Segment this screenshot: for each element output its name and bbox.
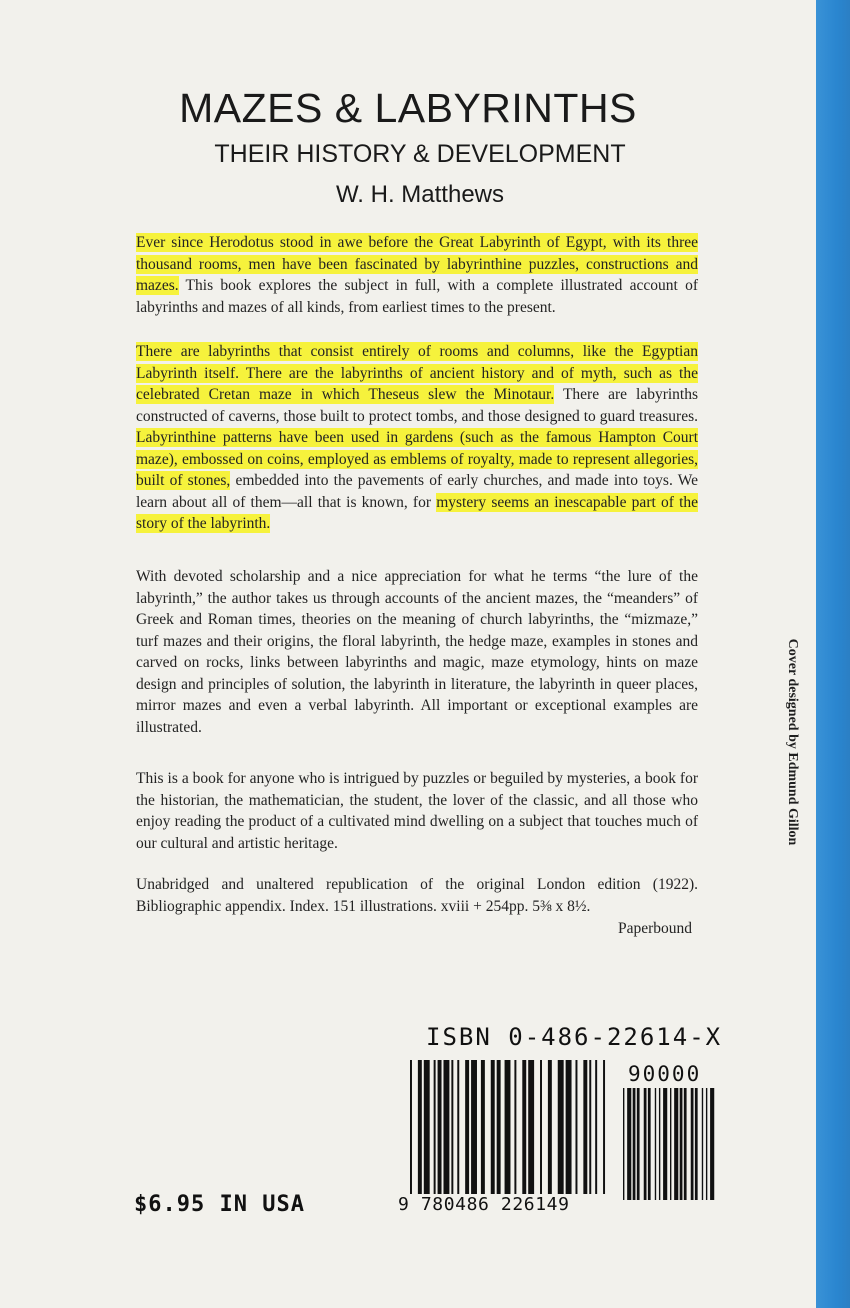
barcode-bar	[491, 1060, 495, 1200]
barcode-bar	[575, 1060, 577, 1200]
ean-barcode	[410, 1060, 607, 1200]
highlighted-text: There are labyrinths that consist entirely of rooms and columns, like the Egyptian Labyrinth itself. There are the labyrinths of ancient history and of myth, such as the celebrated Cretan maze in which Theseus slew the Minotaur.	[136, 343, 698, 403]
barcode-bar	[471, 1060, 477, 1200]
barcode-bar	[438, 1060, 442, 1200]
barcode-bar	[583, 1060, 587, 1200]
book-subtitle: THEIR HISTORY & DEVELOPMENT	[214, 140, 626, 168]
barcode-bar	[418, 1060, 422, 1200]
binding-label: Paperbound	[617, 920, 692, 937]
description-paragraph-1	[136, 232, 698, 318]
barcode-addon-number: 90000	[628, 1062, 702, 1086]
barcode-bar	[706, 1088, 707, 1200]
highlighted-text: mystery seems an inescapable part of the story of the labyrinth.	[136, 493, 698, 532]
barcode-bar	[655, 1088, 656, 1200]
barcode-bar	[663, 1088, 667, 1200]
barcode-bar	[443, 1060, 449, 1200]
barcode-bar	[637, 1088, 640, 1200]
barcode-bar	[695, 1088, 698, 1200]
barcode-bar	[595, 1060, 597, 1200]
barcode-bar	[710, 1088, 714, 1200]
barcode-bar	[457, 1060, 459, 1200]
barcode-bar	[522, 1060, 526, 1200]
spine-edge	[816, 0, 850, 1308]
book-title: MAZES & LABYRINTHS	[179, 85, 637, 131]
barcode-bar	[410, 1060, 412, 1200]
barcode-bar	[648, 1088, 651, 1200]
description-paragraph-3: With devoted scholarship and a nice appreciation for what he terms “the lure of the labyrinth,” the author takes us through accounts of the ancient mazes, the “meanders” of Greek and Roman times, theories on the meaning of church labyrinths, the “mizmaze,” turf mazes and their origins, the floral labyrinth, the hedge maze, examples in stones and carved on rocks, links between labyrinths and magic, maze etymology, hints on maze design and principles of solution, the labyrinth in literature, the labyrinth in queer places, mirror mazes and even a verbal labyrinth. All important or exceptional examples are illustrated.	[136, 568, 698, 736]
barcode-bar	[674, 1088, 678, 1200]
barcode-bar	[514, 1060, 516, 1200]
barcode-bar	[481, 1060, 485, 1200]
description-paragraph-4: This is a book for anyone who is intrigued by puzzles or beguiled by mysteries, a book for the historian, the mathematician, the student, the lover of the classic, and all those who enjoy reading the product of a cultivated mind dwelling on a subject that touches much of our cultural and artistic heritage.	[136, 770, 698, 852]
barcode-bar	[644, 1088, 647, 1200]
barcode-bar	[548, 1060, 552, 1200]
description-paragraph-2	[136, 341, 698, 535]
barcode-bar	[627, 1088, 631, 1200]
barcode-bar	[497, 1060, 501, 1200]
barcode-bar	[589, 1060, 591, 1200]
price-label: $6.95 IN USA	[134, 1192, 305, 1217]
barcode-bar	[603, 1060, 605, 1200]
isbn-label: ISBN 0-486-22614-X	[426, 1023, 723, 1051]
paragraph-text: embedded into the pavements of early churches, and made into toys. We learn about all of them—all that is known, for	[136, 472, 698, 511]
barcode-bar	[684, 1088, 687, 1200]
barcode-bar	[451, 1060, 453, 1200]
book-author: W. H. Matthews	[335, 181, 505, 208]
paragraph-text: There are labyrinths constructed of caverns, those built to protect tombs, and those designed to guard treasures.	[136, 386, 698, 425]
highlighted-text: Labyrinthine patterns have been used in gardens (such as the famous Hampton Court maze), embossed on coins, employed as emblems of royalty, made to represent allegories, built of stones,	[136, 429, 698, 489]
cover-credit	[777, 622, 807, 862]
barcode-bar	[670, 1088, 671, 1200]
barcode-bar	[558, 1060, 564, 1200]
barcode-bar	[528, 1060, 534, 1200]
cover-credit-text: Cover designed by Edmund Gillon	[785, 638, 800, 846]
highlighted-text: Ever since Herodotus stood in awe before the Great Labyrinth of Egypt, with its three thousand rooms, men have been fascinated by labyrinthine puzzles, constructions and mazes.	[136, 234, 698, 294]
barcode-bar	[702, 1088, 703, 1200]
barcode-bar	[566, 1060, 572, 1200]
barcode-digits: 9 780486 226149	[398, 1194, 610, 1216]
barcode-bar	[659, 1088, 660, 1200]
barcode-bar	[540, 1060, 542, 1200]
barcode-bar	[465, 1060, 469, 1200]
barcode-bar	[505, 1060, 511, 1200]
publication-details: Unabridged and unaltered republication of the original London edition (1922). Bibliographic appendix. Index. 151 illustrations. xviii + 254pp. 5⅜ x 8½.	[136, 876, 698, 915]
barcode-bar	[424, 1060, 430, 1200]
paragraph-text: This book explores the subject in full, with a complete illustrated account of labyrinths and mazes of all kinds, from earliest times to the present.	[136, 277, 698, 316]
barcode-bar	[633, 1088, 636, 1200]
barcode-bar	[623, 1088, 624, 1200]
barcode-bar	[434, 1060, 436, 1200]
barcode-bar	[691, 1088, 694, 1200]
addon-barcode	[623, 1088, 717, 1200]
barcode-bar	[680, 1088, 683, 1200]
